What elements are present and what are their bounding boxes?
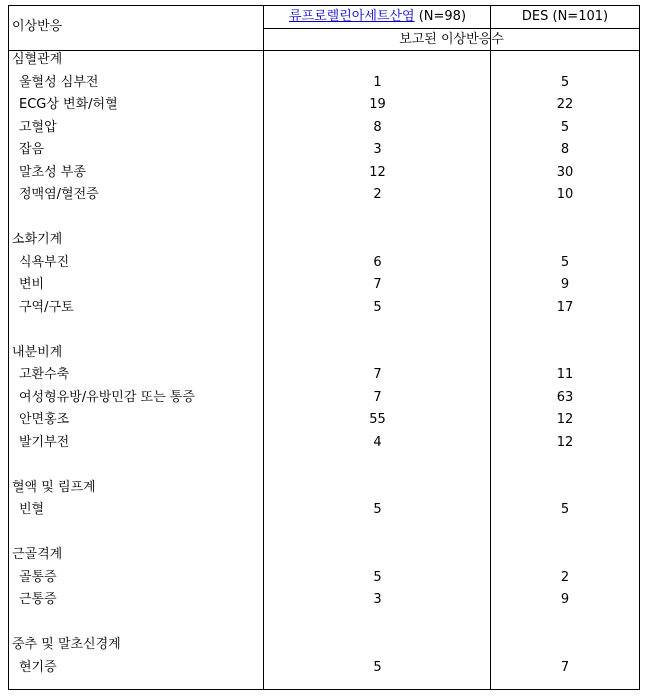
leuprorelin-count: 12 [369,164,386,180]
reaction-label: 현기증 [19,659,57,675]
header-des: DES (N=101) [521,9,609,24]
reaction-label: 근통증 [19,592,57,607]
leuprorelin-count: 5 [373,502,382,517]
reaction-label: 고혈압 [19,119,57,135]
des-count: 2 [560,569,570,585]
drug-n: (N=98) [414,9,467,24]
des-count: 9 [560,277,570,292]
reaction-label: 여성형유방/유방민감 또는 통증 [19,389,195,405]
des-count: 7 [560,659,570,675]
category-label: 근골격계 [12,547,63,562]
category-label: 중추 및 말초신경계 [12,637,121,652]
reaction-label: 정맥염/혈전증 [19,187,99,202]
reaction-label: 안면홍조 [19,412,70,427]
reaction-label: 구역/구토 [19,299,74,315]
des-count: 9 [560,592,570,607]
leuprorelin-count: 19 [369,97,386,112]
category-label: 혈액 및 림프계 [12,479,96,495]
reaction-label: 식욕부진 [19,254,70,270]
leuprorelin-count: 5 [373,659,382,675]
reaction-label: 잡음 [19,142,45,157]
des-count: 17 [556,299,574,315]
reaction-label: 빈혈 [19,502,45,517]
adverse-reaction-table [8,5,640,690]
des-count: 5 [560,119,570,135]
des-count: 12 [556,434,574,450]
reaction-label: 울혈성 심부전 [19,74,99,90]
leuprorelin-count: 5 [373,569,382,585]
leuprorelin-count: 2 [373,187,382,202]
drug-name-link[interactable]: 류프로렐린아세트산염 [288,9,415,24]
category-label: 심혈관계 [12,52,63,67]
des-count: 5 [560,74,570,90]
header-bottom-border [9,50,639,51]
des-count: 63 [556,389,574,405]
header-divider [263,28,639,29]
des-count: 8 [560,142,570,157]
des-count: 10 [556,187,574,202]
leuprorelin-count: 7 [373,277,382,292]
leuprorelin-count: 3 [373,142,382,157]
category-label: 소화기계 [12,232,63,247]
reaction-label: ECG상 변화/허혈 [19,97,118,112]
reaction-label: 고환수축 [19,367,70,382]
header-subheader: 보고된 이상반응수 [399,32,504,47]
reaction-label: 변비 [19,277,45,292]
des-count: 5 [560,502,570,517]
header-reaction: 이상반응 [12,19,63,34]
reaction-label: 말초성 부종 [19,164,86,180]
leuprorelin-count: 8 [373,119,382,135]
leuprorelin-count: 5 [373,299,382,315]
leuprorelin-count: 3 [373,592,382,607]
des-count: 22 [556,97,574,112]
leuprorelin-count: 55 [369,412,386,427]
reaction-label: 발기부전 [19,434,70,450]
leuprorelin-count: 7 [373,389,382,405]
des-count: 30 [556,164,574,180]
header-drug [264,8,491,26]
reaction-label: 골통증 [19,569,57,585]
leuprorelin-count: 6 [373,254,382,270]
des-count: 11 [556,367,574,382]
leuprorelin-count: 7 [373,367,382,382]
category-label: 내분비계 [12,344,63,360]
leuprorelin-count: 1 [373,74,382,90]
des-count: 5 [560,254,570,270]
leuprorelin-count: 4 [373,434,382,450]
des-count: 12 [556,412,574,427]
